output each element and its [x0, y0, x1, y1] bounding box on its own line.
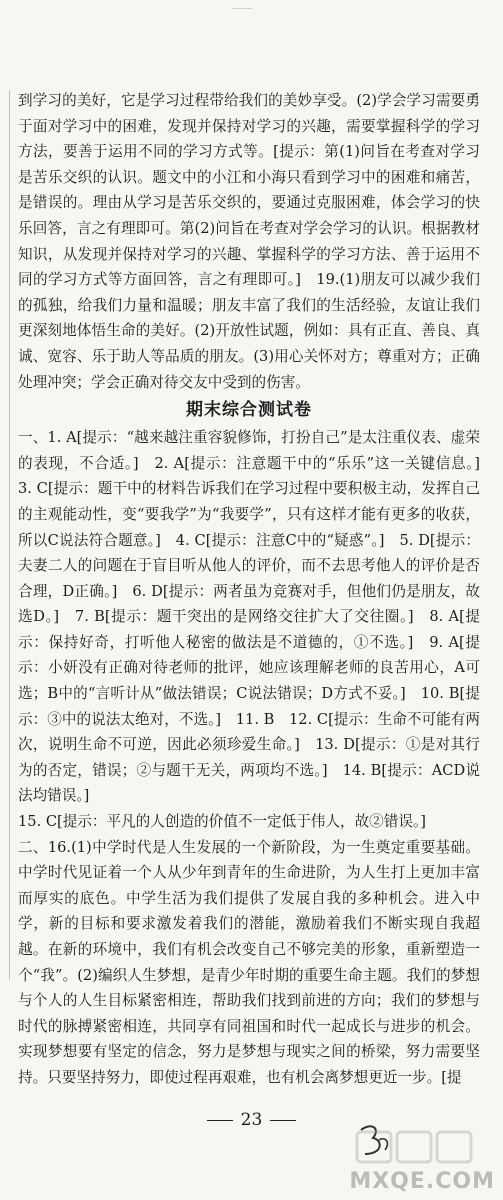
watermark-text: MXQE.COM	[349, 1169, 495, 1194]
answer-page	[18, 88, 495, 1091]
part-one-answers: 一、1. A[提示：“越来越注重容貌修饰，打扮自己”是太注重仪表、虚荣的表现，不合适。] 2. A[提示：注意题干中的“乐乐”这一关键信息。] 3. C[提示：题干中的材料告诉我们在学习过程中要积极主动，发挥自己的主观能动性，变“要我学”为“我要学”，只有这样才能有更多的收获，所以C说法符合题意。] 4. C[提示：注意C中的“疑惑”。] 5. D[提示：夫妻二人的问题在于盲目听从他人的评价，而不去思考他人的评价是否合理，D正确。] 6. D[提示：两者虽为竞赛对手，但他们仍是朋友，故选D。] 7. B[提示：题干突出的是网络交往扩大了交往圈。] 8. A[提示：保持好奇，打听他人秘密的做法是不道德的，①不选。] 9. A[提示：小妍没有正确对待老师的批评，她应该理解老师的良苦用心，A可选；B中的“言听计从”做法错误；C说法错误；D方式不妥。] 10. B[提示：③中的说法太绝对，不选。] 11. B 12. C[提示：生命不可能有两次，说明生命不可逆，因此必须珍爱生命。] 13. D[提示：①是对其行为的否定，错误；②与题干无关，两项均不选。] 14. B[提示：ACD说法均错误。]	[18, 429, 495, 805]
section-title: 期末综合测试卷	[186, 400, 312, 421]
binding-margin-line	[9, 90, 10, 980]
top-paragraph: 到学习的美好，它是学习过程带给我们的美妙享受。(2)学会学习需要勇于面对学习中的困难，发现并保持对学习的兴趣，需要掌握科学的学习方法，要善于运用不同的学习方式等。[提示：第(1)问旨在考查对学习是苦乐交织的认识。题文中的小江和小海只看到学习中的困难和痛苦，是错误的。理由从学习是苦乐交织的，要通过克服困难，体会学习的快乐回答，言之有理即可。第(2)问旨在考查对学会学习的认识。根据教材知识，从发现并保持对学习的兴趣、掌握科学的学习方法、善于运用不同的学习方式等方面回答，言之有理即可。] 19.(1)朋友可以减少我们的孤独，给我们力量和温暖；朋友丰富了我们的生活经验，友谊让我们更深刻地体悟生命的美好。(2)开放性试题，例如：具有正直、善良、真诚、宽容、乐于助人等品质的朋友。(3)用心关怀对方；尊重对方；正确处理冲突；学会正确对待交友中受到的伤害。	[18, 92, 480, 391]
part-one-answer-15: 15. C[提示：平凡的人创造的价值不一定低于伟人，故②错误。]	[18, 813, 426, 831]
footer-dash-right	[270, 1120, 296, 1121]
top-edge-mark	[232, 2, 252, 9]
page-number: 23	[240, 1110, 263, 1130]
footer-dash-left	[207, 1120, 233, 1121]
part-two-answers: 二、16.(1)中学时代是人生发展的一个新阶段，为一生奠定重要基础。中学时代见证着一个人从少年到青年的生命进阶，为人生打上更加丰富而厚实的底色。中学生活为我们提供了发展自我的多种机会。进入中学，新的目标和要求激发着我们的潜能，激励着我们不断实现自我超越。在新的环境中，我们有机会改变自己不够完美的形象，重新塑造一个“我”。(2)编织人生梦想，是青少年时期的重要生命主题。我们的梦想与个人的人生目标紧密相连，帮助我们找到前进的方向；我们的梦想与时代的脉搏紧密相连，共同享有同祖国和时代一起成长与进步的机会。实现梦想要有坚定的信念，努力是梦想与现实之间的桥梁，努力需要坚持。只要坚持努力，即使过程再艰难，也有机会离梦想更近一步。[提	[18, 838, 480, 1086]
